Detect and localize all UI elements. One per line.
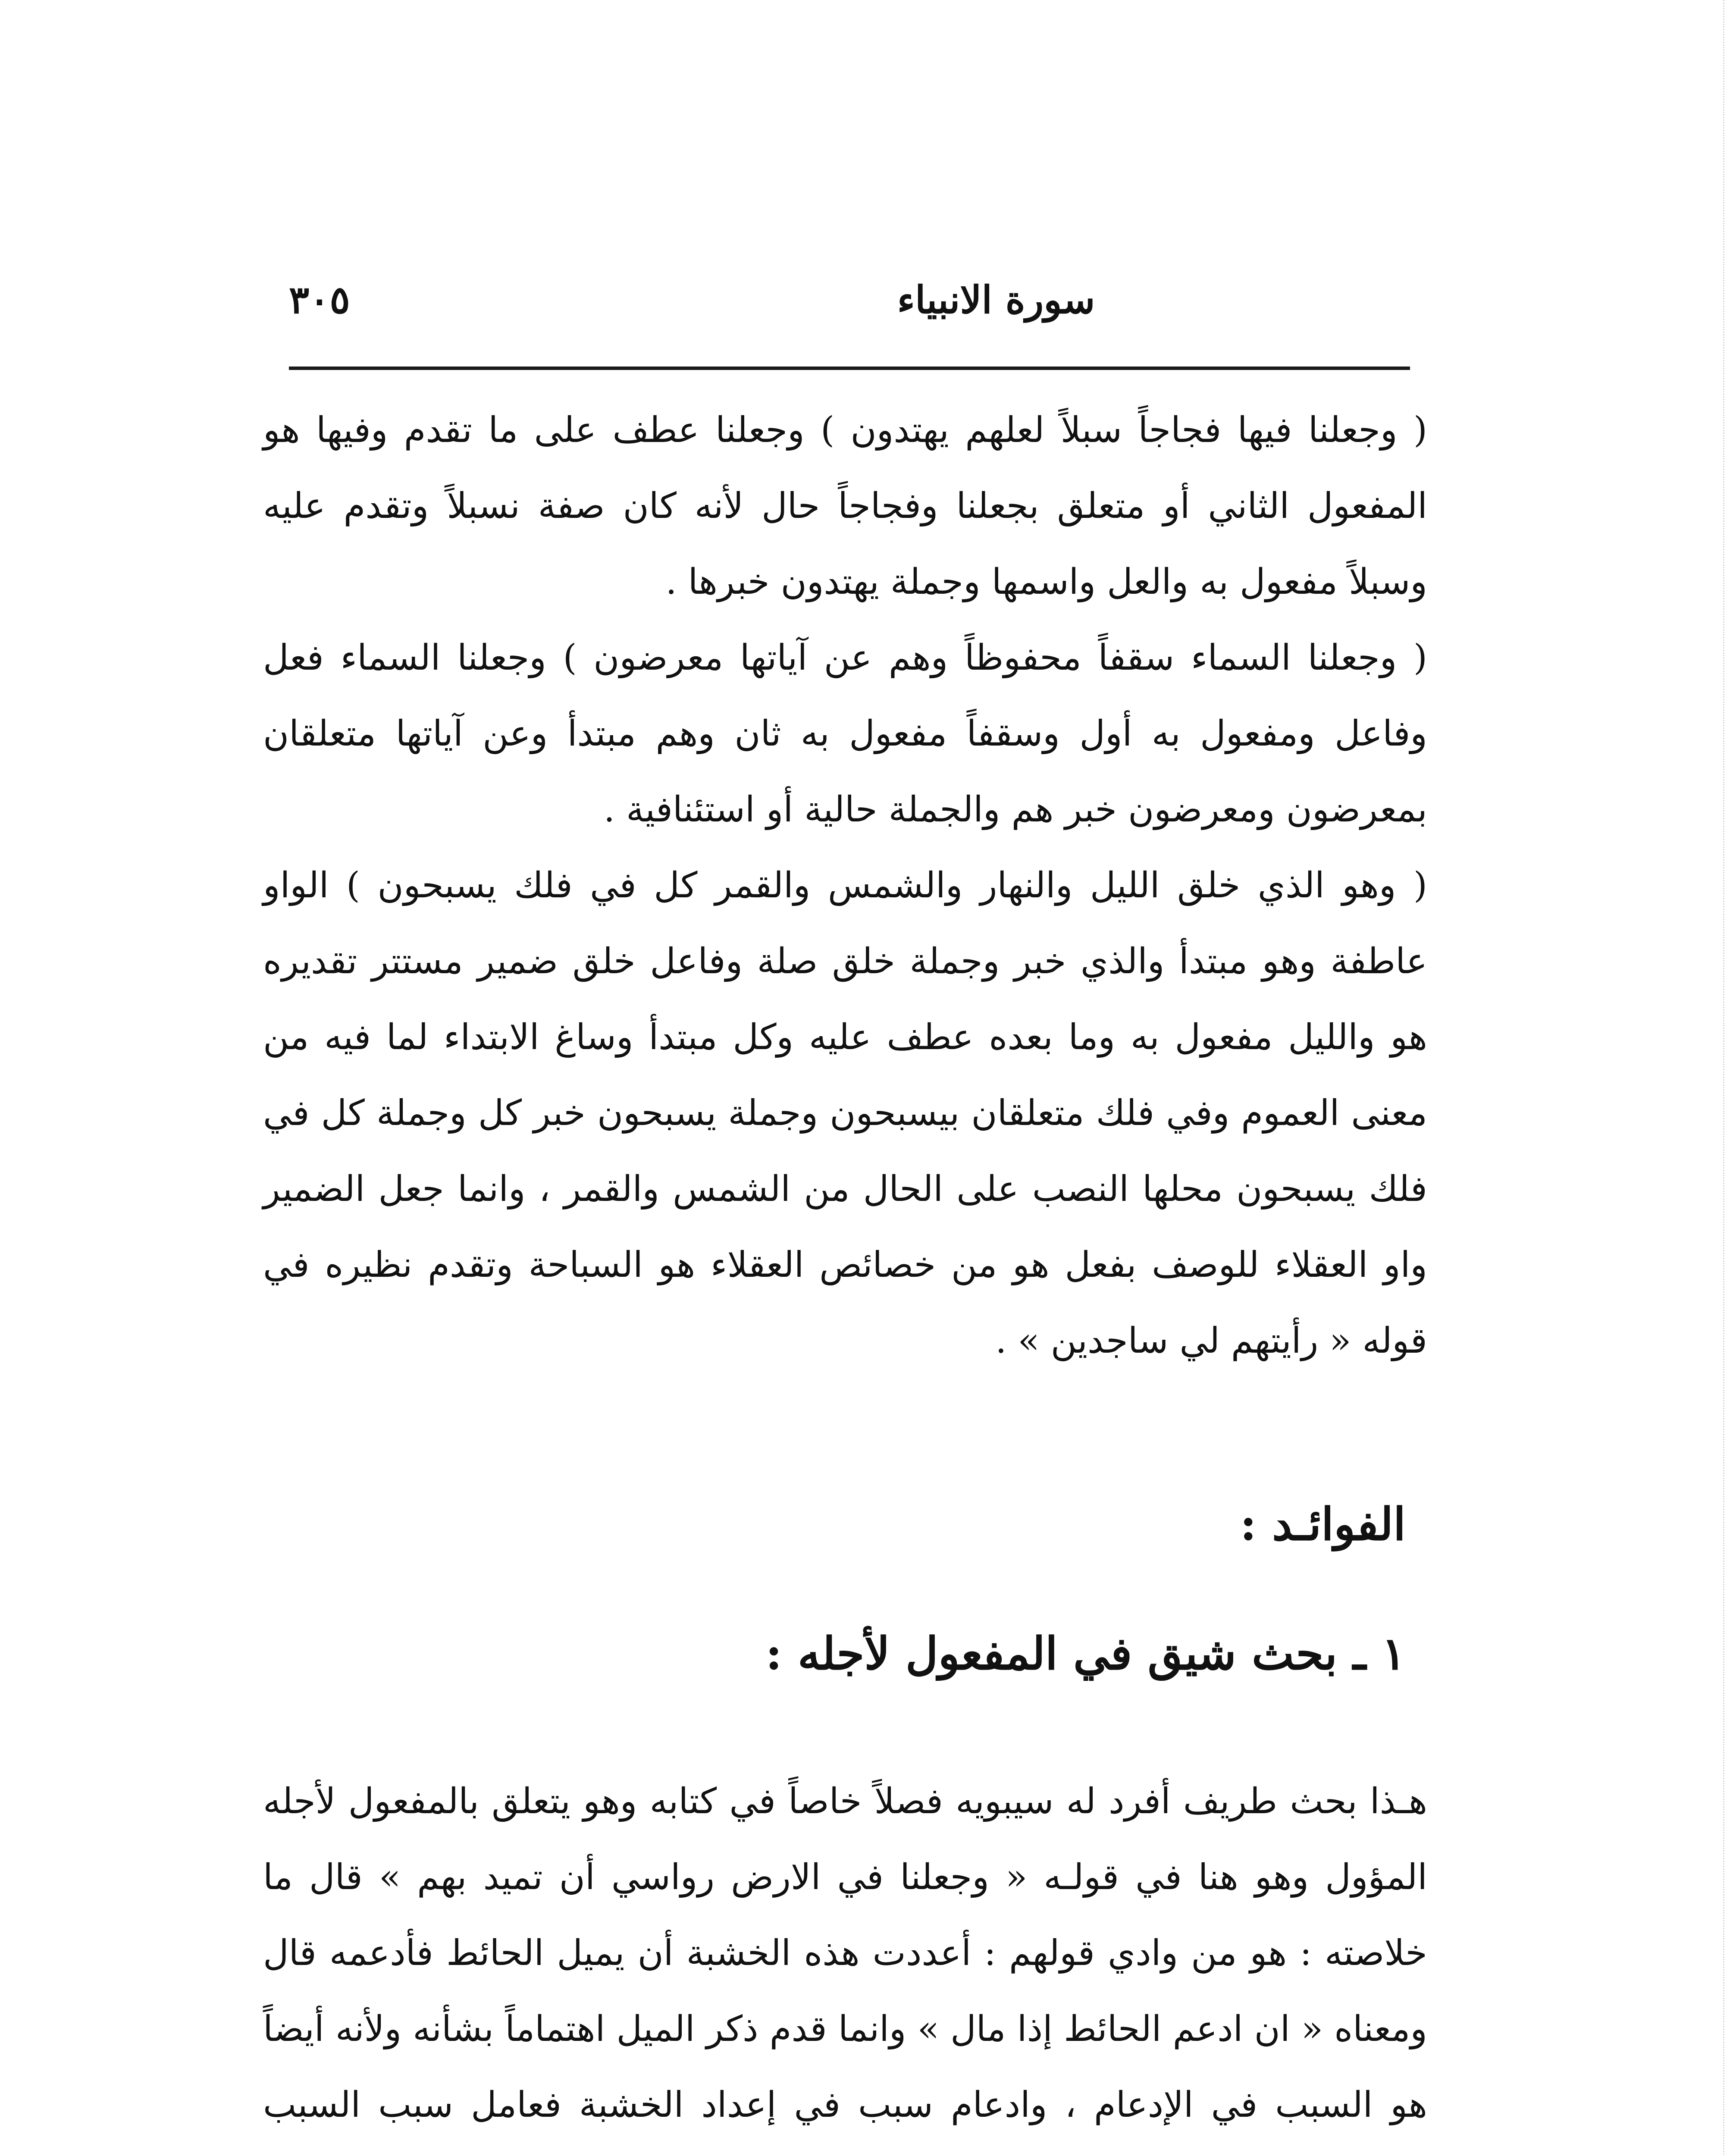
section-heading: الفوائـد : [1240, 1498, 1406, 1551]
page-header [289, 263, 1410, 336]
paragraph-1: ( وجعلنا فيها فجاجاً سبلاً لعلهم يهتدون ) وجعلنا عطف على ما تقدم وفيها هو المفعول الثاني أو متعلق بجعلنا وفجاجاً حال لأنه كان صفة نسبلاً وتقدم عليه وسبلاً مفعول به والعل واسمها وجملة يهتدون خبرها . [263, 410, 1427, 602]
running-title: سورة الانبياء [897, 277, 1095, 322]
second-text-block [263, 1764, 1427, 2156]
page-number: ٣٠٥ [289, 277, 350, 322]
header-divider [289, 367, 1410, 370]
page-edge [1706, 0, 1724, 2156]
sub-heading: ١ ـ بحث شيق في المفعول لأجله : [765, 1627, 1406, 1680]
paragraph-3: ( وهو الذي خلق الليل والنهار والشمس والقمر كل في فلك يسبحون ) الواو عاطفة وهو مبتدأ والذي خبر وجملة خلق صلة وفاعل خلق ضمير مستتر تقديره هو والليل مفعول به وما بعده عطف عليه وكل مبتدأ وساغ الابتداء لما فيه من معنى العموم وفي فلك متعلقان بيسبحون وجملة يسبحون خبر كل وجملة كل في فلك يسبحون محلها النصب على الحال من الشمس والقمر ، وانما جعل الضمير واو العقلاء للوصف بفعل هو من خصائص العقلاء هو السباحة وتقدم نظيره في قوله « رأيتهم لي ساجدين » . [263, 865, 1427, 1361]
paragraph-4: هـذا بحث طريف أفرد له سيبويه فصلاً خاصاً في كتابه وهو يتعلق بالمفعول لأجله المؤول وهو هنا في قولـه « وجعلنا في الارض رواسي أن تميد بهم » قال ما خلاصته : هو من وادي قولهم : أعددت هذه الخشبة أن يميل الحائط فأدعمه قال ومعناه « ان ادعم الحائط إذا مال » وانما قدم ذكر الميل اهتماماً بشأنه ولأنه أيضاً هو السبب في الإدعام ، وادعام سبب في إعداد الخشبة فعامل سبب السبب [263, 1781, 1427, 2125]
main-text-block [263, 392, 1427, 1379]
paragraph-2: ( وجعلنا السماء سقفاً محفوظاً وهم عن آياتها معرضون ) وجعلنا السماء فعل وفاعل ومفعول به أول وسقفاً مفعول به ثان وهم مبتدأ وعن آياتها متعلقان بمعرضون ومعرضون خبر هم والجملة حالية أو استئنافية . [263, 637, 1427, 830]
